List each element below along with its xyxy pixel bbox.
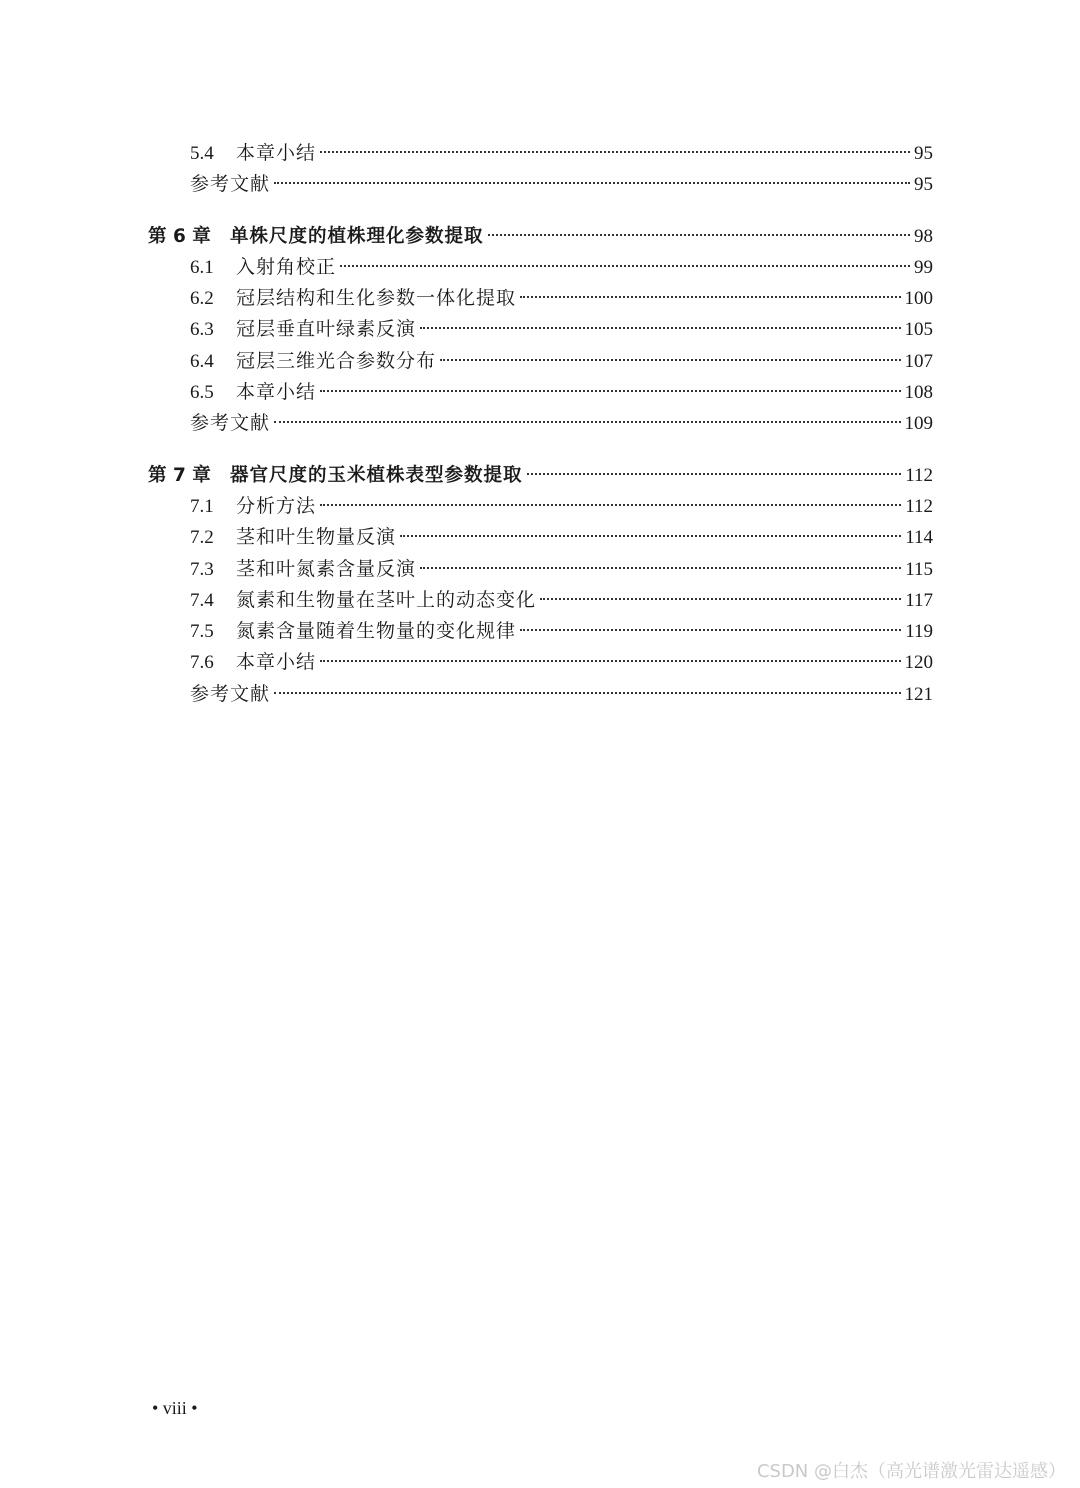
dot-leader <box>520 629 901 631</box>
references-title: 参考文献 <box>190 173 271 196</box>
section-number: 7.4 <box>190 589 214 611</box>
toc-entry[interactable] <box>148 522 933 553</box>
section-title: 氮素和生物量在茎叶上的动态变化 <box>236 588 537 611</box>
toc-entry[interactable] <box>148 647 933 678</box>
dot-leader <box>320 660 900 662</box>
section-number: 7.5 <box>190 621 214 643</box>
dot-leader <box>420 567 901 569</box>
page-number: 112 <box>905 495 933 517</box>
toc-entry[interactable] <box>148 491 933 522</box>
page-number: 100 <box>904 288 933 310</box>
dot-leader <box>274 692 900 694</box>
page-number: 95 <box>914 143 933 164</box>
toc-entry[interactable] <box>148 679 933 710</box>
dot-leader <box>527 473 902 475</box>
toc-entry[interactable] <box>148 408 933 439</box>
section-title: 氮素含量随着生物量的变化规律 <box>236 620 517 643</box>
watermark: CSDN @白杰（高光谱激光雷达遥感） <box>756 1461 1066 1482</box>
page-number: 107 <box>904 350 933 372</box>
chapter-title: 单株尺度的植株理化参数提取 <box>230 225 484 247</box>
section-title: 茎和叶氮素含量反演 <box>236 557 417 580</box>
dot-leader <box>420 327 900 329</box>
dot-leader <box>274 182 910 184</box>
page-number: 114 <box>905 527 933 549</box>
page-number: 108 <box>904 382 933 404</box>
table-of-contents <box>148 138 933 710</box>
chapter-number: 第 7 章 <box>148 464 211 486</box>
section-title: 茎和叶生物量反演 <box>236 526 397 549</box>
section-number: 6.4 <box>190 350 214 372</box>
section-number: 6.1 <box>190 256 214 278</box>
section-title: 入射角校正 <box>236 255 337 278</box>
page-number: 112 <box>905 464 933 486</box>
dot-leader <box>520 296 900 298</box>
section-number: 6.2 <box>190 288 214 310</box>
toc-entry[interactable] <box>148 616 933 647</box>
chapter-6 <box>148 221 933 440</box>
toc-entry[interactable] <box>148 283 933 314</box>
toc-entry[interactable] <box>148 346 933 377</box>
page-number: 119 <box>905 621 933 643</box>
section-title: 本章小结 <box>236 651 317 674</box>
dot-leader <box>274 421 900 423</box>
section-title: 冠层结构和生化参数一体化提取 <box>236 287 517 310</box>
section-number: 6.3 <box>190 319 214 341</box>
references-title: 参考文献 <box>190 412 271 435</box>
page-number: 109 <box>904 413 933 435</box>
toc-entry[interactable] <box>148 169 933 200</box>
dot-leader <box>320 151 910 153</box>
dot-leader <box>320 390 900 392</box>
chapter-title: 器官尺度的玉米植株表型参数提取 <box>230 464 523 486</box>
section-title: 冠层三维光合参数分布 <box>236 349 437 372</box>
chapter-entry[interactable] <box>148 221 933 252</box>
references-title: 参考文献 <box>190 682 271 705</box>
dot-leader <box>400 535 901 537</box>
dot-leader <box>540 598 901 600</box>
dot-leader <box>488 234 910 236</box>
section-title: 冠层垂直叶绿素反演 <box>236 318 417 341</box>
footer-page-number: • viii • <box>152 1398 198 1418</box>
dot-leader <box>440 359 900 361</box>
chapter-entry[interactable] <box>148 460 933 491</box>
toc-entry[interactable] <box>148 252 933 283</box>
section-number: 7.6 <box>190 652 214 674</box>
section-number: 7.1 <box>190 495 214 517</box>
section-number: 7.2 <box>190 527 214 549</box>
toc-entry[interactable] <box>148 554 933 585</box>
dot-leader <box>320 504 901 506</box>
page-number: 121 <box>904 683 933 705</box>
toc-entry[interactable] <box>148 585 933 616</box>
section-number: 6.5 <box>190 382 214 404</box>
section-title: 本章小结 <box>236 381 317 404</box>
dot-leader <box>340 265 910 267</box>
toc-entry[interactable] <box>148 314 933 345</box>
section-title: 本章小结 <box>236 142 317 164</box>
section-title: 分析方法 <box>236 494 317 517</box>
chapter-5-tail <box>148 138 933 201</box>
chapter-number: 第 6 章 <box>148 225 211 247</box>
page-number: 117 <box>905 589 933 611</box>
toc-entry[interactable] <box>148 138 933 169</box>
page-number: 95 <box>914 174 933 196</box>
toc-entry[interactable] <box>148 377 933 408</box>
page-number: 99 <box>914 256 933 278</box>
section-number: 5.4 <box>190 143 214 164</box>
page-number: 120 <box>904 652 933 674</box>
page-number: 105 <box>904 319 933 341</box>
section-number: 7.3 <box>190 558 214 580</box>
page-number: 115 <box>905 558 933 580</box>
chapter-7 <box>148 460 933 710</box>
page-number: 98 <box>914 225 933 247</box>
